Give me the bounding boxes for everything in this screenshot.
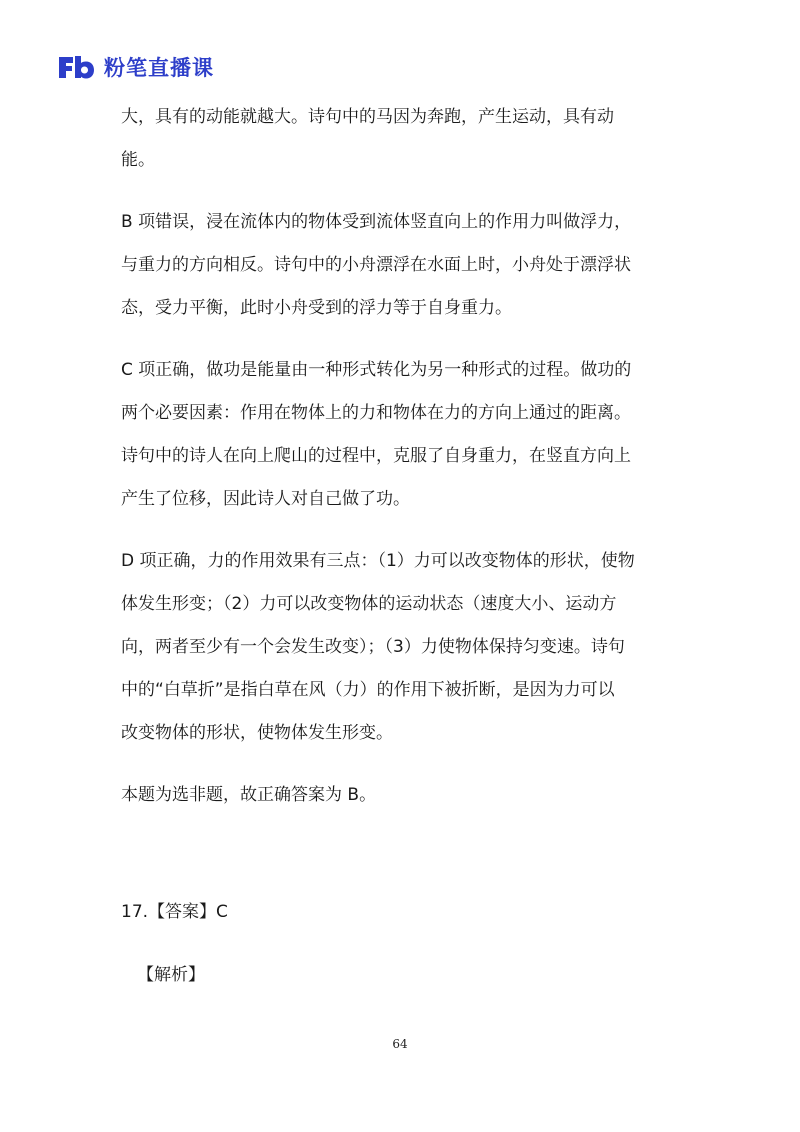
- paragraph-option-b: [121, 201, 701, 330]
- page-header: [56, 50, 214, 84]
- paragraph-option-d: [121, 540, 701, 755]
- text-line: D 项正确，力的作用效果有三点：（1）力可以改变物体的形状，使物: [121, 551, 635, 571]
- text-line: 本题为选非题，故正确答案为 B。: [121, 785, 377, 805]
- text-line: 产生了位移，因此诗人对自己做了功。: [121, 489, 410, 509]
- answer-line: 17.【答案】C: [121, 902, 228, 922]
- text-line: 大，具有的动能就越大。诗句中的马因为奔跑，产生运动，具有动: [121, 107, 614, 127]
- text-line: 向，两者至少有一个会发生改变）；（3）力使物体保持匀变速。诗句: [121, 637, 625, 657]
- paragraph-option-c: [121, 349, 701, 521]
- paragraph-conclusion: [121, 774, 701, 817]
- analysis-label: 【解析】: [137, 965, 205, 985]
- text-line: 与重力的方向相反。诗句中的小舟漂浮在水面上时，小舟处于漂浮状: [121, 255, 631, 275]
- text-line: 态，受力平衡，此时小舟受到的浮力等于自身重力。: [121, 298, 512, 318]
- fb-logo-icon: [56, 51, 96, 83]
- text-line: B 项错误，浸在流体内的物体受到流体竖直向上的作用力叫做浮力，: [121, 212, 632, 232]
- text-line: 两个必要因素：作用在物体上的力和物体在力的方向上通过的距离。: [121, 403, 631, 423]
- page-number: 64: [392, 1037, 408, 1051]
- text-line: 改变物体的形状，使物体发生形变。: [121, 723, 393, 743]
- text-line: 能。: [121, 150, 155, 170]
- text-line: 诗句中的诗人在向上爬山的过程中，克服了自身重力，在竖直方向上: [121, 446, 631, 466]
- paragraph-momentum: [121, 96, 701, 182]
- text-line: 体发生形变；（2）力可以改变物体的运动状态（速度大小、运动方: [121, 594, 617, 614]
- text-line: 中的“白草折”是指白草在风（力）的作用下被折断，是因为力可以: [121, 680, 615, 700]
- text-line: C 项正确，做功是能量由一种形式转化为另一种形式的过程。做功的: [121, 360, 632, 380]
- brand-name: 粉笔直播课: [104, 56, 214, 80]
- document-body: [121, 96, 701, 997]
